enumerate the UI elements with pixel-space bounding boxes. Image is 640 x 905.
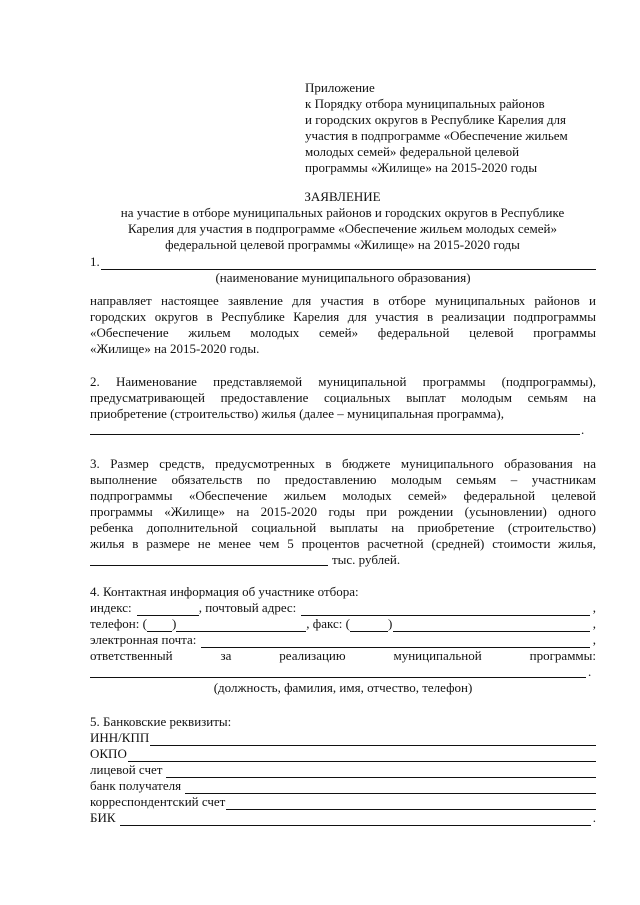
- appendix-line: программы «Жилище» на 2015-2020 годы: [305, 160, 538, 175]
- section3-line: подпрограммы «Обеспечение жильем молодых семей» федеральной целевой: [90, 488, 596, 503]
- bank-field-row-account: [90, 762, 596, 778]
- responsible-word: ответственный: [90, 648, 173, 663]
- responsible-row: [90, 648, 596, 664]
- document-title: [80, 189, 605, 253]
- inn-label: ИНН/КПП: [90, 730, 150, 745]
- address-label: , почтовый адрес:: [198, 600, 297, 615]
- appendix-line: и городских округов в Республике Карелия для: [305, 112, 566, 127]
- inn-field[interactable]: [150, 732, 596, 746]
- bik-end: .: [592, 810, 596, 825]
- corr-account-label: корреспондентский счет: [90, 794, 226, 809]
- section3-line: ребенка дополнительной социальной выплаты на приобретение (строительство): [90, 520, 596, 535]
- responsible-caption: (должность, фамилия, имя, отчество, телефон): [213, 680, 473, 695]
- bank-field[interactable]: [185, 780, 596, 794]
- appendix-header: [305, 80, 605, 176]
- bank-field-row-okpo: [90, 746, 596, 762]
- responsible-word: за: [220, 648, 232, 663]
- okpo-label: ОКПО: [90, 746, 127, 761]
- account-label: лицевой счет: [90, 762, 163, 777]
- section1-line: городских округов в Республике Карелия для участия в реализации подпрограммы: [90, 309, 596, 324]
- phone-paren: ): [171, 616, 177, 631]
- section1-line: «Жилище» на 2015-2020 годы.: [90, 341, 260, 356]
- fax-comma: ,: [592, 616, 596, 631]
- email-comma: ,: [592, 632, 596, 647]
- bank-field-row-bank: [90, 778, 596, 794]
- title-heading: ЗАЯВЛЕНИЕ: [304, 189, 381, 204]
- bank-field-row-inn: [90, 730, 596, 746]
- section1-line: направляет настоящее заявление для участия в отборе муниципальных районов и: [90, 293, 596, 308]
- fax-paren: ): [387, 616, 393, 631]
- index-field[interactable]: [137, 602, 199, 616]
- section2-line: предусматривающей предоставление социальных выплат молодым семьям на: [90, 390, 596, 405]
- responsible-word: программы:: [529, 648, 596, 663]
- section3-line: 3. Размер средств, предусмотренных в бюджете муниципального образования на: [90, 456, 596, 471]
- responsible-end: .: [588, 664, 592, 679]
- appendix-line: участия в подпрограмме «Обеспечение жильем: [305, 128, 568, 143]
- phone-field[interactable]: [176, 618, 306, 632]
- phone-code-field[interactable]: [147, 618, 172, 632]
- fax-field[interactable]: [393, 618, 589, 632]
- bik-field[interactable]: [120, 812, 591, 826]
- section3-line: выполнение обязательств по предоставлению молодым семьям – участникам: [90, 472, 596, 487]
- index-address-row: [90, 600, 596, 616]
- email-row: [90, 632, 596, 648]
- section1-line: «Обеспечение жильем молодых семей» федеральной целевой программы: [90, 325, 596, 340]
- section4-heading: 4. Контактная информация об участнике отбора:: [90, 584, 359, 599]
- section3-line: жилья в размере не менее чем 5 процентов расчетной (средней) стоимости жилья,: [90, 536, 596, 551]
- municipality-name-row: [90, 254, 596, 270]
- municipality-caption: (наименование муниципального образования): [215, 270, 471, 285]
- section2-line: 2. Наименование представляемой муниципальной программы (подпрограммы),: [90, 374, 596, 389]
- section5-heading: 5. Банковские реквизиты:: [90, 714, 232, 729]
- corr-account-field[interactable]: [226, 796, 596, 810]
- responsible-word: реализацию: [279, 648, 346, 663]
- okpo-field[interactable]: [128, 748, 596, 762]
- bik-label: БИК: [90, 810, 116, 825]
- amount-unit: тыс. рублей.: [332, 552, 401, 567]
- phone-label: телефон: (: [90, 616, 147, 631]
- title-line: федеральной целевой программы «Жилище» на 2015-2020 годы: [165, 237, 520, 252]
- address-field[interactable]: [301, 602, 589, 616]
- section1-number: 1.: [90, 254, 100, 269]
- email-field[interactable]: [201, 634, 589, 648]
- email-label: электронная почта:: [90, 632, 197, 647]
- account-field[interactable]: [166, 764, 596, 778]
- section2-end: .: [581, 422, 585, 437]
- appendix-line: к Порядку отбора муниципальных районов: [305, 96, 545, 111]
- appendix-line: Приложение: [305, 80, 375, 95]
- section2-line: приобретение (строительство) жилья (далее – муниципальная программа),: [90, 406, 505, 421]
- title-line: Карелия для участия в подпрограмме «Обеспечение жильем молодых семей»: [128, 221, 557, 236]
- index-label: индекс:: [90, 600, 132, 615]
- program-name-field[interactable]: [90, 434, 580, 435]
- fax-label: , факс: (: [306, 616, 350, 631]
- title-line: на участие в отборе муниципальных районов и городских округов в Республике: [120, 205, 565, 220]
- section3-line: программы «Жилище» на 2015-2020 годы при рождении (усыновлении) одного: [90, 504, 596, 519]
- bank-label: банк получателя: [90, 778, 182, 793]
- responsible-word: муниципальной: [393, 648, 482, 663]
- bank-field-row-bik: [90, 810, 596, 826]
- fax-code-field[interactable]: [350, 618, 388, 632]
- address-comma: ,: [592, 600, 596, 615]
- bank-field-row-corr: [90, 794, 596, 810]
- municipality-name-field[interactable]: [101, 256, 596, 270]
- amount-field[interactable]: [90, 565, 328, 566]
- phone-fax-row: [90, 616, 596, 632]
- appendix-line: молодых семей» федеральной целевой: [305, 144, 520, 159]
- responsible-person-field[interactable]: [90, 677, 586, 678]
